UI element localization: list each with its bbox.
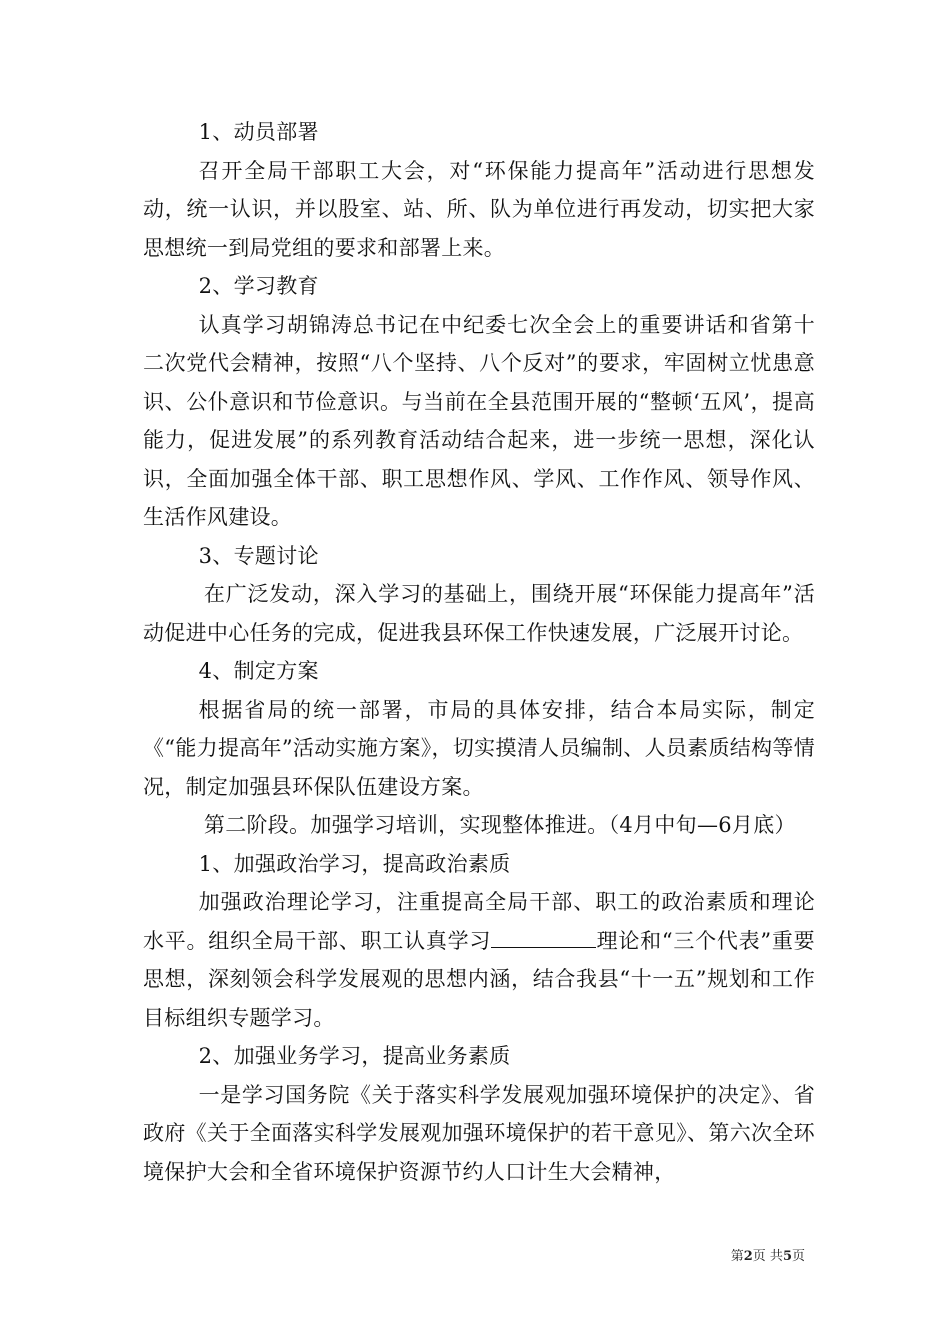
political-study-text-b: 理论和“三个代表”重要思想，深刻领会科学发展观的思想内涵，结合我县“十一五”规划和工作目标组织专题学习。 <box>143 928 815 1030</box>
political-study-text-a: 加强政治理论学习，注重提高全局干部、职工的政治素质和理论水平。组织全局干部、职工认真学习 <box>143 890 815 953</box>
footer-suffix: 页 <box>791 1249 805 1264</box>
page-footer <box>731 1245 805 1264</box>
footer-middle: 页 共 <box>752 1249 783 1264</box>
paragraph-study-education: 认真学习胡锦涛总书记在中纪委七次全会上的重要讲话和省第十二次党代会精神，按照“八个坚持、八个反对”的要求，牢固树立忧患意识、公仆意识和节俭意识。与当前在全县范围开展的“整顿‘五风’，提高能力，促进发展”的系列教育活动结合起来，进一步统一思想，深化认识，全面加强全体干部、职工思想作风、学风、工作作风、领导作风、生活作风建设。 <box>143 312 815 529</box>
blank-underline <box>491 927 596 948</box>
heading-business-study: 2、加强业务学习，提高业务素质 <box>198 1044 511 1068</box>
heading-topic-discussion: 3、专题讨论 <box>198 543 319 568</box>
heading-political-study: 1、加强政治学习，提高政治素质 <box>198 851 511 876</box>
paragraph-stage-two: 第二阶段。加强学习培训，实现整体推进。（4月中旬—6月底） <box>203 813 796 837</box>
heading-mobilization: 1、动员部署 <box>198 120 319 144</box>
paragraph-business-study: 一是学习国务院《关于落实科学发展观加强环境保护的决定》、省政府《关于全面落实科学发展观加强环境保护的若干意见》、第六次全环境保护大会和全省环境保护资源节约人口计生大会精神， <box>143 1082 815 1184</box>
heading-study-education: 2、学习教育 <box>198 274 319 298</box>
paragraph-political-study <box>143 883 815 1037</box>
paragraph-formulate-plan: 根据省局的统一部署，市局的具体安排，结合本局实际，制定《“能力提高年”活动实施方案》，切实摸清人员编制、人员素质结构等情况，制定加强县环保队伍建设方案。 <box>143 697 815 799</box>
document-body <box>143 113 815 1191</box>
footer-total-pages: 5 <box>782 1249 792 1264</box>
paragraph-mobilization: 召开全局干部职工大会，对“环保能力提高年”活动进行思想发动，统一认识，并以股室、站、所、队为单位进行再发动，切实把大家思想统一到局党组的要求和部署上来。 <box>143 158 815 260</box>
heading-formulate-plan: 4、制定方案 <box>198 659 319 683</box>
footer-page-number: 2 <box>743 1249 753 1264</box>
footer-prefix: 第 <box>730 1249 744 1264</box>
paragraph-topic-discussion: 在广泛发动，深入学习的基础上，围绕开展“环保能力提高年”活动促进中心任务的完成，促进我县环保工作快速发展，广泛展开讨论。 <box>143 582 815 645</box>
